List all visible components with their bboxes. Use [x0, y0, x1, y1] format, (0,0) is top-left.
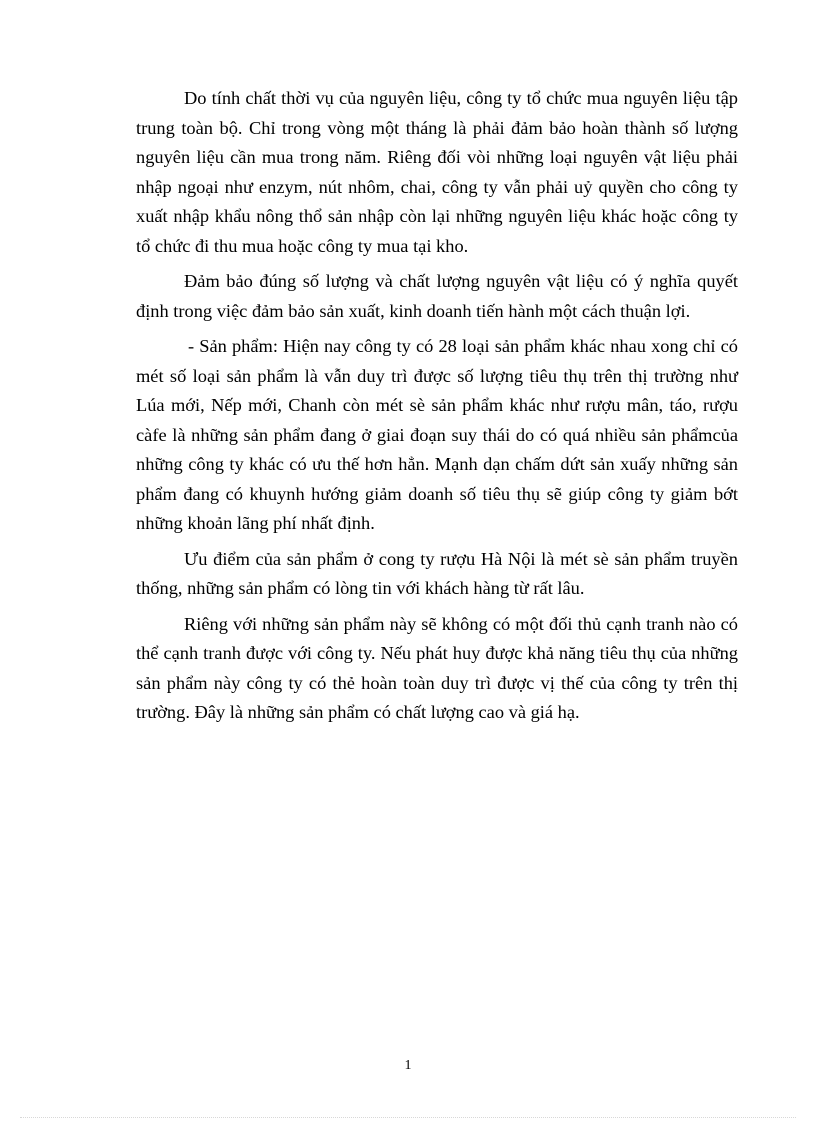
paragraph-raw-materials: Do tính chất thời vụ của nguyên liệu, công ty tổ chức mua nguyên liệu tập trung toàn bộ. Chỉ trong vòng một tháng là phải đảm bảo hoàn thành số lượng nguyên liệu cần mua trong năm. Riêng đối vòi những loại nguyên vật liệu phải nhập ngoại như enzym, nút nhôm, chai, công ty vẫn phải uỷ quyền cho công ty xuất nhập khẩu nông thổ sản nhập còn lại những nguyên liệu khác hoặc công ty tổ chức đi thu mua hoặc công ty mua tại kho. — [136, 88, 738, 256]
page-number: 1 — [404, 1058, 412, 1073]
body-text — [136, 84, 738, 734]
page-bottom-divider — [20, 1117, 796, 1118]
paragraph-quality: Đảm bảo đúng số lượng và chất lượng nguyên vật liệu có ý nghĩa quyết định trong việc đảm bảo sản xuất, kinh doanh tiến hành một cách thuận lợi. — [136, 271, 738, 321]
paragraph-advantages: Ưu điểm của sản phẩm ở cong ty rượu Hà Nội là mét sè sản phẩm truyền thống, những sản phẩm có lòng tin với khách hàng từ rất lâu. — [136, 548, 738, 598]
paragraph-competition: Riêng với những sản phẩm này sẽ không có một đối thủ cạnh tranh nào có thể cạnh tranh được với công ty. Nếu phát huy được khả năng tiêu thụ của những sản phẩm này công ty có thẻ hoàn toàn duy trì được vị thế của công ty trên thị trường. Đây là những sản phẩm có chất lượng cao và giá hạ. — [136, 613, 738, 722]
paragraph-products: - Sản phẩm: Hiện nay công ty có 28 loại sản phẩm khác nhau xong chỉ có mét số loại sản phẩm là vẫn duy trì được số lượng tiêu thụ trên thị trường như Lúa mới, Nếp mới, Chanh còn mét sè sản phẩm khác như rượu mân, táo, rượu càfe là những sản phẩm đang ở giai đoạn suy thái do có quá nhiều sản phẩmcủa những công ty khác có ưu thế hơn hẳn. Mạnh dạn chấm dứt sản xuấy những sản phẩm đang có khuynh hướng giảm doanh số tiêu thụ sẽ giúp công ty giảm bớt những khoản lãng phí nhất định. — [136, 336, 738, 533]
